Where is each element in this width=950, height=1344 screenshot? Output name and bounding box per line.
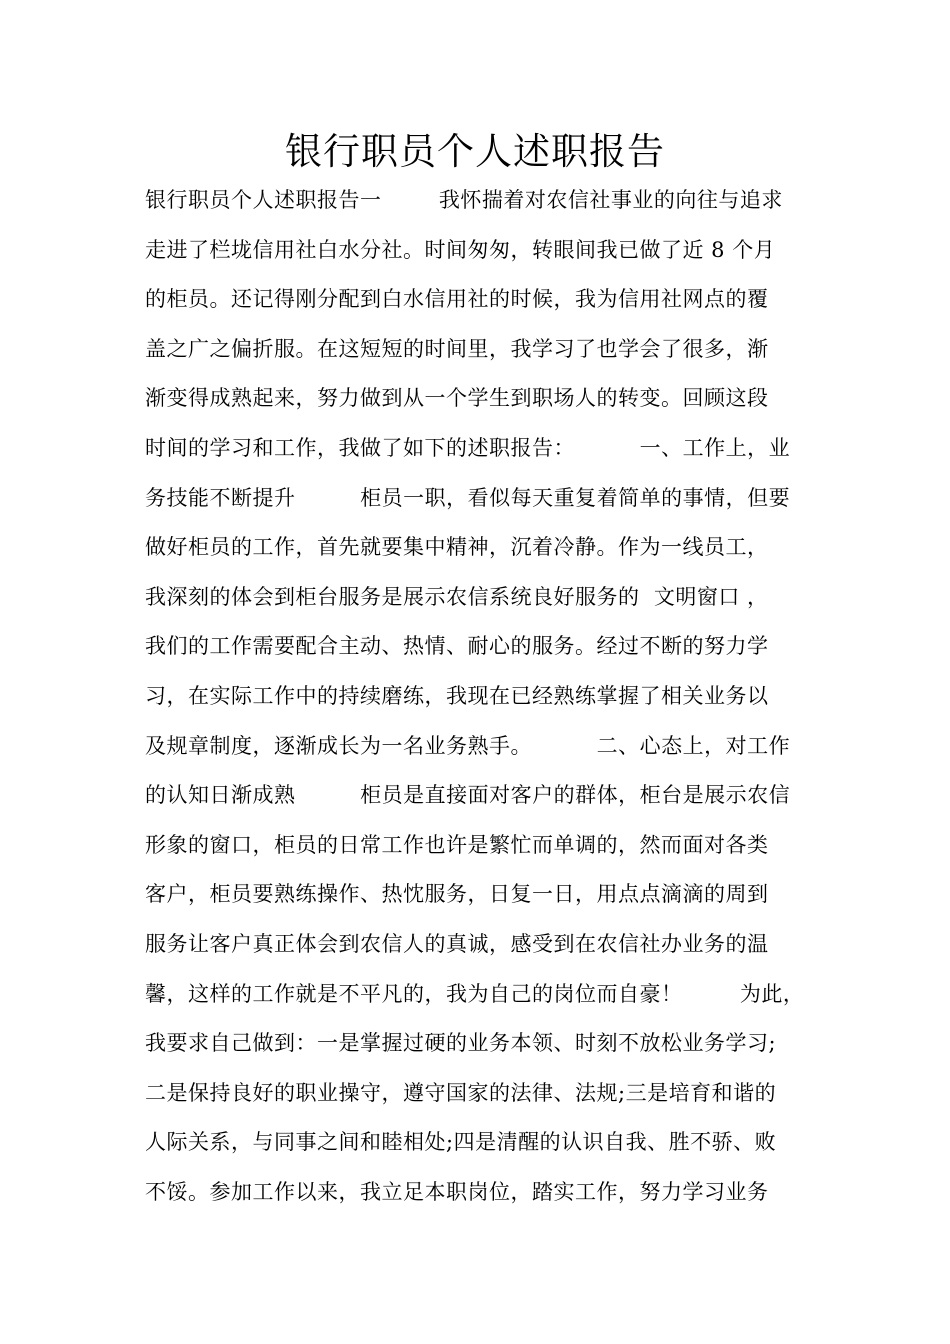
body-line: 及规章制度，逐渐成长为一名业务熟手。 二、心态上，对工作 bbox=[145, 733, 791, 758]
body-line: 渐变得成熟起来，努力做到从一个学生到职场人的转变。回顾这段 bbox=[145, 386, 769, 411]
body-line: 人际关系，与同事之间和睦相处;四是清醒的认识自我、胜不骄、败 bbox=[145, 1130, 777, 1155]
body-line: 的柜员。还记得刚分配到白水信用社的时候，我为信用社网点的覆 bbox=[145, 287, 769, 312]
body-line: 务技能不断提升 柜员一职，看似每天重复着简单的事情，但要 bbox=[145, 485, 791, 510]
body-line: 习，在实际工作中的持续磨练，我现在已经熟练掌握了相关业务以 bbox=[145, 683, 769, 708]
document-body bbox=[145, 176, 820, 1217]
body-line: 时间的学习和工作，我做了如下的述职报告： 一、工作上，业 bbox=[145, 435, 791, 460]
body-line: 服务让客户真正体会到农信人的真诚，感受到在农信社办业务的温 bbox=[145, 931, 769, 956]
body-line: 走进了栏垅信用社白水分社。时间匆匆，转眼间我已做了近 8 个月 bbox=[145, 237, 776, 262]
body-line: 二是保持良好的职业操守，遵守国家的法律、法规;三是培育和谐的 bbox=[145, 1080, 777, 1105]
body-line: 客户，柜员要熟练操作、热忱服务，日复一日，用点点滴滴的周到 bbox=[145, 882, 769, 907]
document-title: 银行职员个人述职报告 bbox=[285, 130, 665, 173]
body-line: 银行职员个人述职报告一 我怀揣着对农信社事业的向往与追求 bbox=[145, 188, 783, 212]
body-line: 的认知日渐成熟 柜员是直接面对客户的群体，柜台是展示农信 bbox=[145, 783, 791, 808]
body-line: 我们的工作需要配合主动、热情、耐心的服务。经过不断的努力学 bbox=[145, 634, 769, 659]
body-line: 做好柜员的工作，首先就要集中精神，沉着冷静。作为一线员工， bbox=[145, 535, 769, 560]
body-line: 不馁。参加工作以来，我立足本职岗位，踏实工作，努力学习业务 bbox=[145, 1179, 769, 1204]
body-line: 馨，这样的工作就是不平凡的，我为自己的岗位而自豪！ 为此， bbox=[145, 981, 805, 1006]
body-line: 我深刻的体会到柜台服务是展示农信系统良好服务的 文明窗口 ， bbox=[145, 584, 769, 609]
body-line: 形象的窗口，柜员的日常工作也许是繁忙而单调的，然而面对各类 bbox=[145, 832, 769, 857]
body-line: 盖之广之偏折服。在这短短的时间里，我学习了也学会了很多，渐 bbox=[145, 336, 769, 361]
body-line: 我要求自己做到：一是掌握过硬的业务本领、时刻不放松业务学习; bbox=[145, 1031, 777, 1056]
